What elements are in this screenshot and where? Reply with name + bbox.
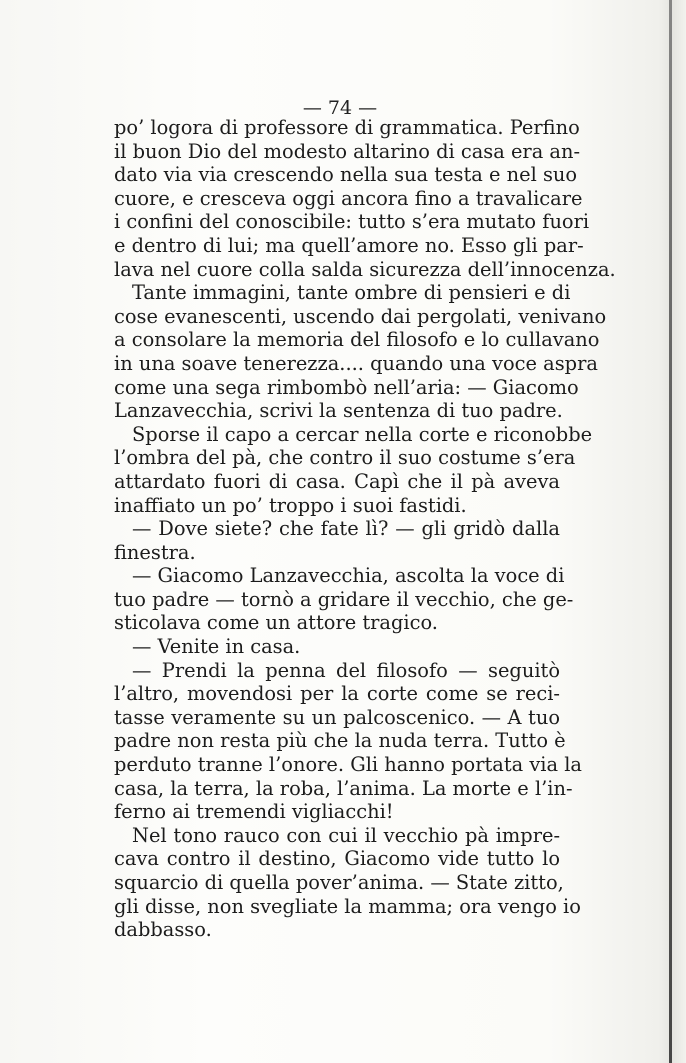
body-text xyxy=(114,116,616,942)
text-line: lava nel cuore colla salda sicurezza dell’innocenza. xyxy=(114,257,616,281)
text-line: — Prendi la penna del filosofo — seguitò xyxy=(132,658,560,682)
text-line: Nel tono rauco con cui il vecchio pà impre- xyxy=(132,823,560,847)
text-line: i confini del conoscibile: tutto s’era mutato fuori xyxy=(114,210,590,234)
text-line: e dentro di lui; ma quell’amore no. Esso gli par- xyxy=(114,233,584,257)
text-line: cose evanescenti, uscendo dai pergolati, venivano xyxy=(114,304,607,328)
text-line: inaffiato un po’ troppo i suoi fastidi. xyxy=(114,493,467,517)
text-line: l’ombra del pà, che contro il suo costume s’era xyxy=(114,446,576,470)
text-line: sticolava come un attore tragico. xyxy=(114,611,438,635)
text-line: Lanzavecchia, scrivi la sentenza di tuo padre. xyxy=(114,399,563,423)
text-line: dato via via crescendo nella sua testa e nel suo xyxy=(114,163,578,187)
text-line: padre non resta più che la nuda terra. Tutto è xyxy=(114,729,566,753)
text-line: a consolare la memoria del filosofo e lo cullavano xyxy=(114,328,600,352)
text-line: gli disse, non svegliate la mamma; ora vengo io xyxy=(114,894,581,918)
text-line: dabbasso. xyxy=(114,918,212,942)
text-line: cava contro il destino, Giacomo vide tutto lo xyxy=(114,847,560,871)
text-line: Sporse il capo a cercar nella corte e riconobbe xyxy=(132,422,593,446)
text-line: come una sega rimbombò nell’aria: — Giacomo xyxy=(114,375,579,399)
page-number: — 74 — xyxy=(302,97,378,119)
text-line: finestra. xyxy=(114,540,196,564)
page-edge-shadow xyxy=(672,0,686,1063)
text-line: Tante immagini, tante ombre di pensieri e di xyxy=(132,281,571,305)
text-line: tasse veramente su un palcoscenico. — A tuo xyxy=(114,705,560,729)
text-line: cuore, e cresceva oggi ancora fino a travalicare xyxy=(114,186,583,210)
text-line: po’ logora di professore di grammatica. Perfino xyxy=(114,116,580,139)
text-line: ferno ai tremendi vigliacchi! xyxy=(114,800,394,824)
text-line: il buon Dio del modesto altarino di casa era an- xyxy=(114,139,581,163)
text-line: squarcio di quella pover’anima. — State zitto, xyxy=(114,871,564,894)
text-line: l’altro, movendosi per la corte come se reci- xyxy=(114,682,560,706)
text-line: tuo padre — tornò a gridare il vecchio, che ge- xyxy=(114,587,574,611)
text-line: attardato fuori di casa. Capì che il pà aveva xyxy=(114,469,560,493)
text-line: casa, la terra, la roba, l’anima. La morte e l’in- xyxy=(114,776,573,800)
text-line: in una soave tenerezza.... quando una voce aspra xyxy=(114,351,598,375)
text-line: perduto tranne l’onore. Gli hanno portata via la xyxy=(114,753,582,777)
text-line: — Venite in casa. xyxy=(132,635,301,659)
text-line: — Giacomo Lanzavecchia, ascolta la voce di xyxy=(132,564,565,588)
text-line: — Dove siete? che fate lì? — gli gridò dalla xyxy=(132,517,560,541)
